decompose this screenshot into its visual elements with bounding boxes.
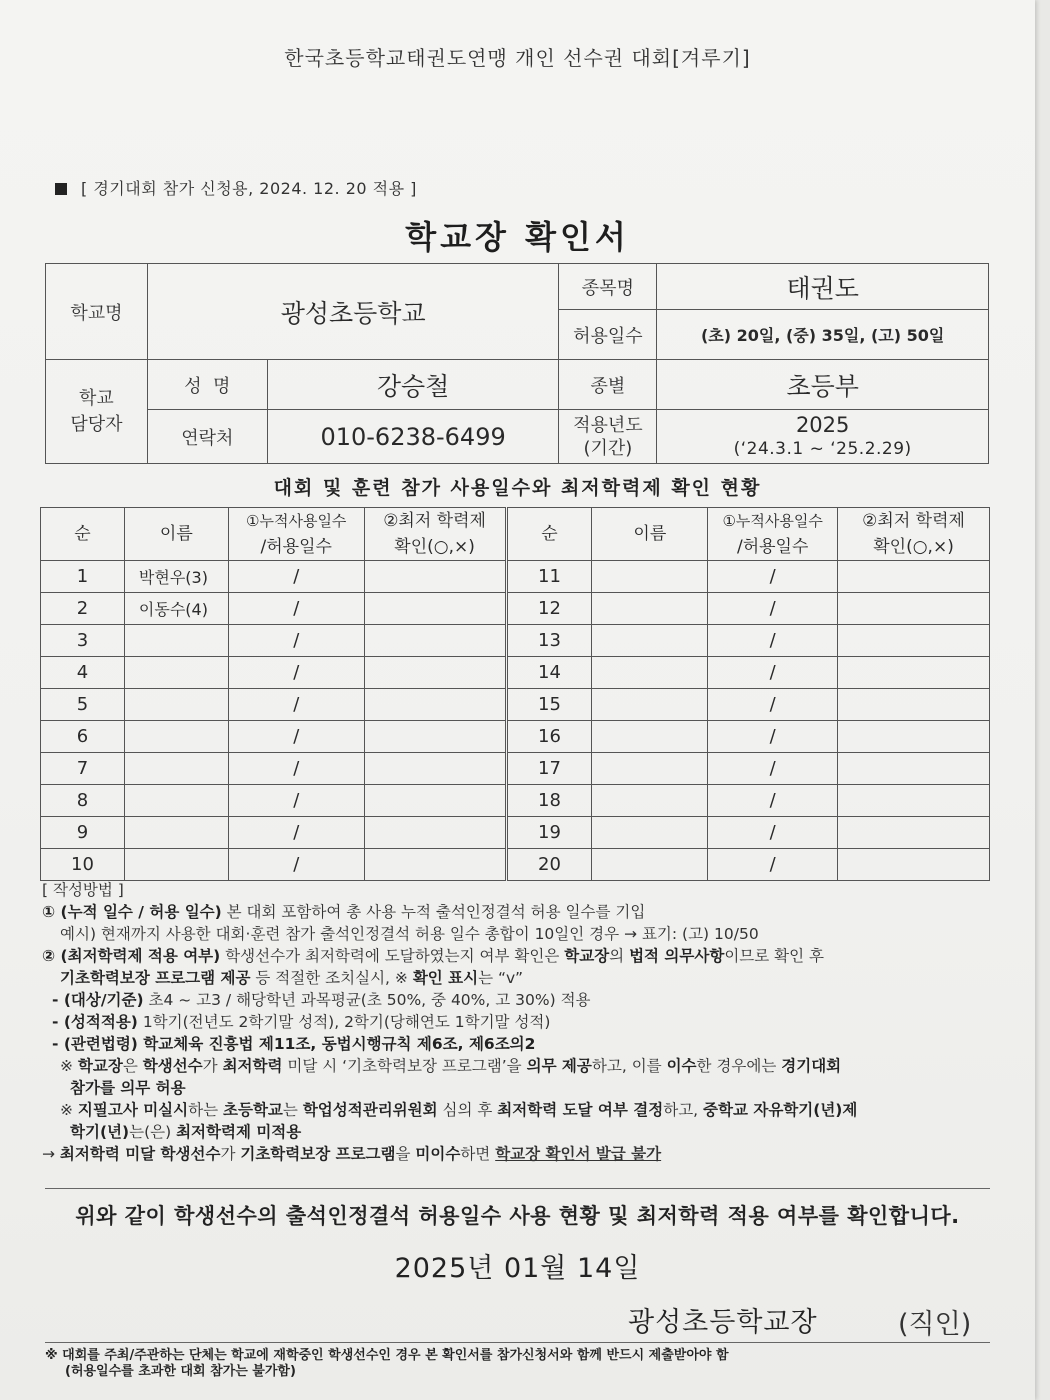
used-days-cell: / bbox=[228, 721, 364, 753]
seq-cell: 6 bbox=[41, 721, 125, 753]
name-cell bbox=[124, 817, 228, 849]
seq-cell: 12 bbox=[506, 593, 592, 625]
table-row bbox=[41, 849, 990, 881]
name-cell bbox=[592, 657, 708, 689]
instruction-grade-apply: - (성적적용) 1학기(전년도 2학기말 성적), 2학기(당해연도 1학기말 성적) bbox=[52, 1013, 551, 1031]
confirmation-statement: 위와 같이 학생선수의 출석인정결석 허용일수 사용 현황 및 최저학력 적용 여부를 확인합니다. bbox=[75, 1204, 960, 1228]
table-row bbox=[41, 785, 990, 817]
name-cell bbox=[124, 753, 228, 785]
remark-2-line2: 학기(년)는(은) 최저학력제 미적용 bbox=[70, 1123, 302, 1141]
event-label: 종목명 bbox=[559, 264, 657, 310]
name-cell bbox=[592, 753, 708, 785]
seq-cell: 9 bbox=[41, 817, 125, 849]
instruction-law: - (관련법령) 학교체육 진흥법 제11조, 동법시행규칙 제6조, 제6조의2 bbox=[52, 1035, 536, 1053]
table-row bbox=[41, 561, 990, 593]
used-days-cell: / bbox=[708, 753, 838, 785]
used-days-cell: / bbox=[228, 817, 364, 849]
table-row bbox=[41, 689, 990, 721]
used-days-cell: / bbox=[708, 785, 838, 817]
seq-cell: 14 bbox=[506, 657, 592, 689]
applied-year-value: 2025 (‘24.3.1 ~ ‘25.2.29) bbox=[657, 410, 989, 464]
min-academic-check-cell bbox=[364, 849, 506, 881]
instructions-heading: [ 작성방법 ] bbox=[42, 881, 124, 899]
event-value: 태권도 bbox=[657, 264, 989, 310]
min-academic-check-cell bbox=[838, 657, 990, 689]
table-title: 대회 및 훈련 참가 사용일수와 최저학력제 확인 현황 bbox=[273, 477, 762, 499]
min-academic-check-cell bbox=[364, 593, 506, 625]
name-cell bbox=[592, 785, 708, 817]
name-cell bbox=[592, 625, 708, 657]
school-info-table bbox=[45, 263, 989, 464]
form-usage-note: [ 경기대회 참가 신청용, 2024. 12. 20 적용 ] bbox=[55, 176, 417, 199]
used-days-header-right: ①누적사용일수 /허용일수 bbox=[708, 508, 838, 561]
name-cell bbox=[592, 593, 708, 625]
allowed-days-label: 허용일수 bbox=[559, 310, 657, 360]
min-academic-check-cell bbox=[364, 721, 506, 753]
used-days-cell: / bbox=[708, 561, 838, 593]
document-title: 학교장 확인서 bbox=[405, 218, 630, 256]
used-days-cell: / bbox=[228, 561, 364, 593]
name-cell bbox=[592, 817, 708, 849]
table-row bbox=[41, 817, 990, 849]
used-days-cell: / bbox=[708, 625, 838, 657]
table-row bbox=[41, 657, 990, 689]
manager-name-label: 성 명 bbox=[147, 360, 267, 410]
min-academic-check-cell bbox=[838, 689, 990, 721]
name-cell bbox=[124, 625, 228, 657]
applied-year-label: 적용년도 (기간) bbox=[559, 410, 657, 464]
seq-cell: 2 bbox=[41, 593, 125, 625]
min-academic-check-cell bbox=[364, 561, 506, 593]
contact-value: 010-6238-6499 bbox=[267, 410, 559, 464]
used-days-header: ①누적사용일수 /허용일수 bbox=[228, 508, 364, 561]
used-days-cell: / bbox=[708, 689, 838, 721]
min-academic-check-cell bbox=[838, 721, 990, 753]
name-cell bbox=[124, 657, 228, 689]
min-academic-header-right: ②최저 학력제 확인(○,×) bbox=[838, 508, 990, 561]
writing-instructions bbox=[42, 879, 1002, 1165]
issue-date: 2025년 01월 14일 bbox=[394, 1253, 641, 1284]
seq-cell: 3 bbox=[41, 625, 125, 657]
name-header: 이름 bbox=[124, 508, 228, 561]
remark-1: ※ 학교장은 학생선수가 최저학력 미달 시 ‘기초학력보장 프로그램’을 의무 제공하고, 이를 이수한 경우에는 경기대회 bbox=[60, 1057, 842, 1075]
name-cell bbox=[124, 785, 228, 817]
used-days-cell: / bbox=[708, 721, 838, 753]
seq-cell: 8 bbox=[41, 785, 125, 817]
official-seal-mark: (직인) bbox=[898, 1309, 972, 1340]
name-cell bbox=[592, 689, 708, 721]
used-days-cell: / bbox=[228, 785, 364, 817]
min-academic-check-cell bbox=[364, 753, 506, 785]
seq-cell: 17 bbox=[506, 753, 592, 785]
used-days-cell: / bbox=[708, 593, 838, 625]
table-header-row bbox=[41, 508, 990, 561]
seq-cell: 18 bbox=[506, 785, 592, 817]
min-academic-check-cell bbox=[364, 817, 506, 849]
instruction-1-example: 예시) 현재까지 사용한 대회·훈련 참가 출석인정결석 허용 일수 총합이 10일인 경우 → 표기: (고) 10/50 bbox=[60, 925, 759, 943]
min-academic-header: ②최저 학력제 확인(○,×) bbox=[364, 508, 506, 561]
seq-cell: 19 bbox=[506, 817, 592, 849]
seq-cell: 1 bbox=[41, 561, 125, 593]
seq-cell: 10 bbox=[41, 849, 125, 881]
min-academic-check-cell bbox=[364, 785, 506, 817]
min-academic-check-cell bbox=[838, 593, 990, 625]
name-cell bbox=[124, 849, 228, 881]
principal-signature: 광성초등학교장 bbox=[628, 1307, 818, 1338]
min-academic-check-cell bbox=[838, 561, 990, 593]
used-days-cell: / bbox=[228, 593, 364, 625]
name-cell: 이동수(4) bbox=[124, 593, 228, 625]
used-days-cell: / bbox=[228, 657, 364, 689]
school-name-value: 광성초등학교 bbox=[147, 264, 559, 360]
instruction-1: ① (누적 일수 / 허용 일수) 본 대회 포함하여 총 사용 누적 출석인정결석 허용 일수를 기입 bbox=[42, 903, 646, 921]
remark-3: → 최저학력 미달 학생선수가 기초학력보장 프로그램을 미이수하면 학교장 확인서 발급 불가 bbox=[42, 1145, 662, 1163]
table-row bbox=[41, 753, 990, 785]
name-cell bbox=[124, 721, 228, 753]
seq-cell: 4 bbox=[41, 657, 125, 689]
instruction-target: - (대상/기준) 초4 ~ 고3 / 해당학년 과목평균(초 50%, 중 40%, 고 30%) 적용 bbox=[52, 991, 591, 1009]
used-days-cell: / bbox=[708, 657, 838, 689]
school-name-label: 학교명 bbox=[46, 264, 148, 360]
seq-cell: 7 bbox=[41, 753, 125, 785]
instruction-2-line2: 기초학력보장 프로그램 제공 등 적절한 조치실시, ※ 확인 표시는 “v” bbox=[60, 969, 523, 987]
student-usage-table bbox=[40, 507, 990, 881]
contact-label: 연락처 bbox=[147, 410, 267, 464]
name-cell bbox=[592, 721, 708, 753]
seq-cell: 11 bbox=[506, 561, 592, 593]
min-academic-check-cell bbox=[838, 849, 990, 881]
used-days-cell: / bbox=[228, 753, 364, 785]
seq-cell: 13 bbox=[506, 625, 592, 657]
name-cell bbox=[124, 689, 228, 721]
remark-2: ※ 지필고사 미실시하는 초등학교는 학업성적관리위원회 심의 후 최저학력 도달 여부 결정하고, 중학교 자유학기(년)제 bbox=[60, 1101, 858, 1119]
division-label: 종별 bbox=[559, 360, 657, 410]
seq-cell: 5 bbox=[41, 689, 125, 721]
seq-cell: 16 bbox=[506, 721, 592, 753]
used-days-cell: / bbox=[228, 689, 364, 721]
table-row bbox=[41, 721, 990, 753]
black-square-icon bbox=[55, 183, 67, 195]
name-cell: 박현우(3) bbox=[124, 561, 228, 593]
footer-divider bbox=[45, 1342, 990, 1343]
manager-name-value: 강승철 bbox=[267, 360, 559, 410]
used-days-cell: / bbox=[708, 849, 838, 881]
table-row bbox=[41, 625, 990, 657]
instruction-2: ② (최저학력제 적용 여부) 학생선수가 최저학력에 도달하였는지 여부 확인은 학교장의 법적 의무사항이므로 확인 후 bbox=[42, 947, 825, 965]
min-academic-check-cell bbox=[838, 817, 990, 849]
remark-1-line2: 참가를 의무 허용 bbox=[70, 1079, 186, 1097]
used-days-cell: / bbox=[708, 817, 838, 849]
min-academic-check-cell bbox=[838, 625, 990, 657]
used-days-cell: / bbox=[228, 625, 364, 657]
school-manager-label: 학교 담당자 bbox=[46, 360, 148, 464]
seq-cell: 15 bbox=[506, 689, 592, 721]
name-cell bbox=[592, 561, 708, 593]
table-row bbox=[41, 593, 990, 625]
division-value: 초등부 bbox=[657, 360, 989, 410]
min-academic-check-cell bbox=[364, 625, 506, 657]
name-header-right: 이름 bbox=[592, 508, 708, 561]
seq-header-right: 순 bbox=[506, 508, 592, 561]
footnote: ※ 대회를 주최/주관하는 단체는 학교에 재학중인 학생선수인 경우 본 확인서를 참가신청서와 함께 반드시 제출받아야 함 (허용일수를 초과한 대회 참가는 불가함) bbox=[45, 1348, 729, 1379]
allowed-days-value: (초) 20일, (중) 35일, (고) 50일 bbox=[657, 310, 989, 360]
name-cell bbox=[592, 849, 708, 881]
min-academic-check-cell bbox=[838, 785, 990, 817]
seq-header: 순 bbox=[41, 508, 125, 561]
min-academic-check-cell bbox=[364, 657, 506, 689]
divider-line bbox=[45, 1188, 990, 1189]
used-days-cell: / bbox=[228, 849, 364, 881]
min-academic-check-cell bbox=[364, 689, 506, 721]
min-academic-check-cell bbox=[838, 753, 990, 785]
seq-cell: 20 bbox=[506, 849, 592, 881]
competition-title: 한국초등학교태권도연맹 개인 선수권 대회[겨루기] bbox=[284, 46, 751, 70]
